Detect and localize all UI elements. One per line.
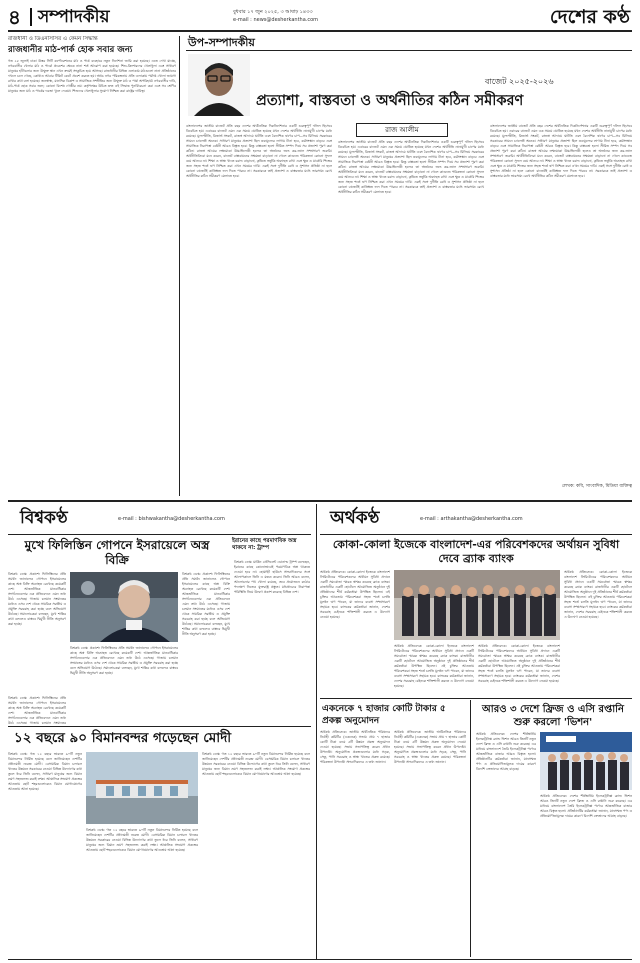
economy-story1-headline: কোকা-কোলা ইজেকে বাংলাদেশ-এর পরিবেশকদের অর্থায়ন সুবিধা দেবে ব্র্যাক ব্যাংক [332, 538, 620, 565]
economy-story3-body-1: অর্থকণ্ঠ প্রতিবেদক: দেশের শীর্ষস্থানীয় ইলেকট্রনিক্স ব্র্যান্ড ভিশন আরও তিনটি নতুন দেশে ফ্রিজ ও এসি রপ্তানি শুরু করেছে। এর মাধ্যমে বাংলাদেশে তৈরি ইলেকট্রনিক্স পণ্যের আন্তর্জাতিক বাজার আরও বিস্তৃত হলো। প্রতিষ্ঠানটির কর্মকর্তারা জানান, মানসম্মত পণ্য ও প্রতিযোগিতামূলক দামের কারণে বিদেশি ক্রেতাদের আগ্রহ বাড়ছে। [476, 732, 536, 771]
author-name: রাজ আলীম [385, 126, 419, 134]
oped-col-1 [186, 124, 332, 494]
world-story2-photo [86, 752, 198, 824]
editorial-kicker: রাজধানী ও ডিএনসিসির এ কেমন সিদ্ধান্ত [8, 36, 98, 42]
header-rule [8, 30, 632, 32]
page-number: ৪ [8, 5, 21, 29]
world-head-rule [8, 534, 311, 535]
oped-author-note: লেখক: কবি, সাংবাদিক, মিডিয়া ব্যক্তিত্ব [561, 484, 632, 489]
world-side-col [234, 560, 310, 720]
oped-label-rule [186, 50, 632, 51]
economy-story1-col3 [478, 644, 560, 694]
world-story2-body-3: বিশ্বকণ্ঠ ডেস্ক: গত ১২ বছরে ভারতে ৯০টি নতুন বিমানবন্দর নির্মিত হয়েছে বলে জানিয়েছেন দেশটির প্রধানমন্ত্রী নরেন্দ্র মোদী। বেসামরিক বিমান চলাচল খাতের উন্নয়নে সরকারের নেওয়া বিভিন্ন উদ্যোগের কথা তুলে ধরে তিনি বলেন, সাধারণ মানুষের জন্য বিমান ভ্রমণ সহজলভ্য করাই লক্ষ্য। আঞ্চলিক সংযোগ প্রকল্পের আওতায় ছোট শহরগুলোকেও বিমান যোগাযোগের আওতায় আনা হয়েছে। [202, 752, 310, 776]
issue-date: বুধবার ১৭ জুন ২০২৫, ৩ আষাঢ় ১৪৩৩ [233, 9, 313, 15]
world-story2-col2 [86, 828, 198, 957]
oped-label: উপ-সম্পাদকীয় [188, 36, 255, 49]
world-email[interactable]: e-mail : bishwakantha@desherkantha.com [118, 516, 225, 522]
world-story2-body-1: বিশ্বকণ্ঠ ডেস্ক: গত ১২ বছরে ভারতে ৯০টি নতুন বিমানবন্দর নির্মিত হয়েছে বলে জানিয়েছেন দেশটির প্রধানমন্ত্রী নরেন্দ্র মোদী। বেসামরিক বিমান চলাচল খাতের উন্নয়নে সরকারের নেওয়া বিভিন্ন উদ্যোগের কথা তুলে ধরে তিনি বলেন, সাধারণ মানুষের জন্য বিমান ভ্রমণ সহজলভ্য করাই লক্ষ্য। আঞ্চলিক সংযোগ প্রকল্পের আওতায় ছোট শহরগুলোকেও বিমান যোগাযোগের আওতায় আনা হয়েছে। [8, 752, 82, 791]
oped-body-3: বাংলাদেশের জাতীয় বাজেট প্রতি বছর দেশের অর্থনৈতিক দিকনির্দেশনার একটি গুরুত্বপূর্ণ দলিল হিসেবে বিবেচিত হয়। এবারের বাজেট এমন এক সময়ে ঘোষিত হয়েছে যখন দেশের অর্থনীতি নানামুখী চাপের মধ্যে রয়েছে। মূল্যস্ফীতি, রিজার্ভ সংকট, রাজস্ব আদায়ে ঘাটতি এবং বৈদেশিক ঋণের চাপ—সব মিলিয়ে সরকারের সামনে চ্যালেঞ্জ অনেক। সাধারণ মানুষের প্রত্যাশা ছিল দ্রব্যমূল্যের লাগাম টানা হবে, কর্মসংস্থান বাড়বে এবং সামাজিক নিরাপত্তা বেষ্টনী আরও বিস্তৃত হবে। কিন্তু বাস্তবতা হলো সীমিত সম্পদ দিয়ে সব প্রত্যাশা পূরণ করা কঠিন। রাজস্ব আয়ের লক্ষ্যমাত্রা উচ্চাভিলাষী হলেও তা অর্জনের জন্য কর-জাল সম্প্রসারণ জরুরি। অর্থনীতিবিদরা মনে করেন, বাজেট বাস্তবায়নের সক্ষমতা বাড়ানো না গেলে কাগুজে পরিকল্পনা কোনো সুফল বয়ে আনবে না। শিক্ষা ও স্বাস্থ্য খাতে বরাদ্দ বাড়ানো, কৃষিতে ভর্তুকি অব্যাহত রাখা এবং ক্ষুদ্র ও মাঝারি শিল্পের জন্য সহজ শর্তে ঋণ নিশ্চিত করা এখন সময়ের দাবি। একই সঙ্গে দুর্নীতি রোধ ও সুশাসন প্রতিষ্ঠা না হলে কোনো বাজেটই কাঙ্ক্ষিত ফল দিতে পারবে না। সরকারকে তাই প্রত্যাশা ও বাস্তবতার মধ্যে ভারসাম্য রেখে অর্থনীতির কঠিন সমীকরণ মেলাতে হবে। [490, 124, 632, 178]
world-story-divider [8, 726, 311, 727]
economy-story2-body-1: অর্থকণ্ঠ প্রতিবেদক: জাতীয় অর্থনৈতিক পরিষদের নির্বাহী কমিটির (একনেক) সভায় প্রায় ৭ হাজার কোটি টাকা ব্যয়ে ৫টি উন্নয়ন প্রকল্প অনুমোদন দেওয়া হয়েছে। সভায় সভাপতিত্ব করেন প্রধান উপদেষ্টা। অনুমোদিত প্রকল্পগুলোর মধ্যে সড়ক, সেতু, পানি সরবরাহ ও স্বাস্থ্য খাতের প্রকল্প রয়েছে। পরিকল্পনা উপদেষ্টা সাংবাদিকদের এ তথ্য জানান। [320, 730, 390, 764]
editorial-body: গত ২৫ জুলাই ঢাকা উত্তর সিটি কর্পোরেশনের মাঠ ও পার্ক ব্যবহারে নতুন নির্দেশনা জারি করা হয়েছে। এতে দেখা যাচ্ছে, নগরবাসীর খেলার মাঠ ও পার্কে প্রবেশের ক্ষেত্রে নানা শর্ত আরোপ করা হয়েছে। শিশু-কিশোরদের খেলাধুলা এবং সাধারণ মানুষের হাঁটাচলার জন্য উন্মুক্ত স্থান এখন ক্রমেই সংকুচিত হয়ে আসছে। রাজধানীর বিভিন্ন এলাকায় মাঠগুলো নানা প্রতিষ্ঠানের দখলে চলে গেছে, কোথাও আবার টিকিট কেটে প্রবেশ করতে হয়। অথচ নগর পরিকল্পনায় প্রতি এলাকায় পর্যাপ্ত খোলা জায়গা রাখার কথা বলা হয়েছে। জনস্বাস্থ্য, মানসিক বিকাশ ও সামাজিক সম্প্রীতির জন্য উন্মুক্ত মাঠ ও পার্ক অপরিহার্য। নগরবাসীর দাবি, মাঠ-পার্ক হোক সবার জন্য; কোনো বিশেষ গোষ্ঠীর নয়। কর্তৃপক্ষের উচিত দ্রুত এই সিদ্ধান্ত পুনর্বিবেচনা করা এবং সব শ্রেণির মানুষের জন্য মাঠ ও পার্কের দরজা খুলে দেওয়া। শিশুদের খেলাধুলার সুযোগ নিশ্চিত করা রাষ্ট্রের দায়িত্ব। [8, 59, 176, 93]
economy-story2-body-2: অর্থকণ্ঠ প্রতিবেদক: জাতীয় অর্থনৈতিক পরিষদের নির্বাহী কমিটির (একনেক) সভায় প্রায় ৭ হাজার কোটি টাকা ব্যয়ে ৫টি উন্নয়ন প্রকল্প অনুমোদন দেওয়া হয়েছে। সভায় সভাপতিত্ব করেন প্রধান উপদেষ্টা। অনুমোদিত প্রকল্পগুলোর মধ্যে সড়ক, সেতু, পানি সরবরাহ ও স্বাস্থ্য খাতের প্রকল্প রয়েছে। পরিকল্পনা উপদেষ্টা সাংবাদিকদের এ তথ্য জানান। [394, 730, 466, 764]
economy-story1-col1 [320, 570, 390, 694]
editorial [8, 36, 176, 496]
world-story1-col [8, 572, 66, 692]
world-story1-col3 [182, 572, 230, 717]
economy-story2-headline: একনেকে ৭ হাজার কোটি টাকার ৫ প্রকল্প অনুমোদন [322, 704, 446, 726]
economy-story2-col2 [394, 730, 466, 957]
oped-headline: প্রত্যাশা, বাস্তবতা ও অর্থনীতির কঠিন সমীকরণ [256, 93, 524, 109]
header-vertical-rule [30, 8, 32, 26]
economy-story1-body-1: অর্থকণ্ঠ প্রতিবেদক: কোকা-কোলা ইজেকে বাংলাদেশ লিমিটেডের পরিবেশকদের অর্থায়ন সুবিধা প্রদানে একটি সমঝোতা স্মারক স্বাক্ষর করেছে ব্র্যাক ব্যাংক। রাজধানীর একটি হোটেলে আয়োজিত অনুষ্ঠানে দুই প্রতিষ্ঠানের শীর্ষ কর্মকর্তারা উপস্থিত ছিলেন। এই চুক্তির আওতায় পরিবেশকরা সহজ শর্তে চলতি মূলধন ঋণ পাবেন, যা তাদের ব্যবসা সম্প্রসারণে সহায়ক হবে। ব্যাংকের কর্মকর্তারা জানান, দেশের সরবরাহ চেইনকে শক্তিশালী করতে এ উদ্যোগ নেওয়া হয়েছে। [320, 570, 390, 619]
economy-story1-photo [394, 570, 560, 640]
world-story1-headline: মুখে ফিলিস্তিন গোপনে ইসরায়েলে অস্ত্র বিক্রি [24, 538, 210, 567]
economy-story3-col1 [476, 732, 536, 957]
world-side-body: বিশ্বকণ্ঠ ডেস্ক: মার্কিন প্রেসিডেন্ট ডোনাল্ড ট্রাম্প বলেছেন, ইরানের কাছে কোনোভাবেই পরমাণবিক অস্ত্র থাকতে দেওয়া হবে না। হোয়াইট হাউসে সাংবাদিকদের সঙ্গে আলাপকালে তিনি এ মন্তব্য করেন। তিনি আরও বলেন, আলোচনার পথ খোলা রয়েছে, তবে প্রয়োজনে কঠোর পদক্ষেপ নিতেও যুক্তরাষ্ট্র প্রস্তুত। মধ্যপ্রাচ্যের নিরাপত্তা পরিস্থিতি নিয়ে উদ্বেগ প্রকাশ করেছে বিভিন্ন দেশ। [234, 560, 310, 594]
economy-email[interactable]: e-mail : arthakantha@desherkantha.com [420, 516, 523, 522]
author-box [356, 123, 448, 137]
economy-rule-2 [320, 698, 632, 699]
economy-inner-divider [470, 700, 471, 957]
budget-tag: বাজেট ২০২৫-২০২৬ [485, 77, 554, 86]
oped-col-3 [490, 124, 632, 480]
world-story2-body-2: বিশ্বকণ্ঠ ডেস্ক: গত ১২ বছরে ভারতে ৯০টি নতুন বিমানবন্দর নির্মিত হয়েছে বলে জানিয়েছেন দেশটির প্রধানমন্ত্রী নরেন্দ্র মোদী। বেসামরিক বিমান চলাচল খাতের উন্নয়নে সরকারের নেওয়া বিভিন্ন উদ্যোগের কথা তুলে ধরে তিনি বলেন, সাধারণ মানুষের জন্য বিমান ভ্রমণ সহজলভ্য করাই লক্ষ্য। আঞ্চলিক সংযোগ প্রকল্পের আওতায় ছোট শহরগুলোকেও বিমান যোগাযোগের আওতায় আনা হয়েছে। [86, 828, 198, 852]
economy-story1-col2 [394, 644, 474, 694]
world-side-kicker: ইরানের কাছে পরমাণবিক অস্ত্র থাকবে না: ট্রাম্প [232, 538, 297, 551]
economy-story3-col2 [540, 794, 632, 957]
world-story1-body-2: বিশ্বকণ্ঠ ডেস্ক: প্রকাশ্যে ফিলিস্তিনের প্রতি সমর্থন জানালেও গোপনে ইসরায়েলের কাছে অস্ত্র বিক্রি অব্যাহত রেখেছে কয়েকটি দেশ। আন্তর্জাতিক মানবাধিকার সংগঠনগুলোর এক প্রতিবেদনে এমন তথ্য উঠে এসেছে। গাজায় চলমান সংঘাতের মধ্যেও এসব দেশ থেকে সামরিক সরঞ্জাম ও প্রযুক্তি সরবরাহ করা হচ্ছে বলে অভিযোগ উঠেছে। সমালোচকরা বলছেন, মুখে শান্তির কথা বললেও বাস্তবে দ্বিমুখী নীতি অনুসরণ করা হচ্ছে। [70, 646, 178, 675]
economy-story1-body-4: অর্থকণ্ঠ প্রতিবেদক: কোকা-কোলা ইজেকে বাংলাদেশ লিমিটেডের পরিবেশকদের অর্থায়ন সুবিধা প্রদানে একটি সমঝোতা স্মারক স্বাক্ষর করেছে ব্র্যাক ব্যাংক। রাজধানীর একটি হোটেলে আয়োজিত অনুষ্ঠানে দুই প্রতিষ্ঠানের শীর্ষ কর্মকর্তারা উপস্থিত ছিলেন। এই চুক্তির আওতায় পরিবেশকরা সহজ শর্তে চলতি মূলধন ঋণ পাবেন, যা তাদের ব্যবসা সম্প্রসারণে সহায়ক হবে। ব্যাংকের কর্মকর্তারা জানান, দেশের সরবরাহ চেইনকে শক্তিশালী করতে এ উদ্যোগ নেওয়া হয়েছে। [564, 570, 632, 619]
world-section-title: বিশ্বকণ্ঠ [20, 508, 68, 528]
world-story1-body: বিশ্বকণ্ঠ ডেস্ক: প্রকাশ্যে ফিলিস্তিনের প্রতি সমর্থন জানালেও গোপনে ইসরায়েলের কাছে অস্ত্র বিক্রি অব্যাহত রেখেছে কয়েকটি দেশ। আন্তর্জাতিক মানবাধিকার সংগঠনগুলোর এক প্রতিবেদনে এমন তথ্য উঠে এসেছে। গাজায় চলমান সংঘাতের মধ্যেও এসব দেশ থেকে সামরিক সরঞ্জাম ও প্রযুক্তি সরবরাহ করা হচ্ছে বলে অভিযোগ উঠেছে। সমালোচকরা বলছেন, মুখে শান্তির কথা বললেও বাস্তবে দ্বিমুখী নীতি অনুসরণ করা হচ্ছে। [8, 572, 66, 626]
economy-head-rule [320, 534, 632, 535]
oped-col-2 [338, 140, 484, 494]
page-bottom-rule [8, 959, 632, 960]
header-email[interactable]: e-mail : news@desherkantha.com [233, 17, 319, 23]
author-portrait [188, 54, 250, 116]
world-story2-col3 [202, 752, 310, 957]
masthead: দেশের কণ্ঠ [549, 6, 630, 28]
economy-story3-body-2: অর্থকণ্ঠ প্রতিবেদক: দেশের শীর্ষস্থানীয় ইলেকট্রনিক্স ব্র্যান্ড ভিশন আরও তিনটি নতুন দেশে ফ্রিজ ও এসি রপ্তানি শুরু করেছে। এর মাধ্যমে বাংলাদেশে তৈরি ইলেকট্রনিক্স পণ্যের আন্তর্জাতিক বাজার আরও বিস্তৃত হলো। প্রতিষ্ঠানটির কর্মকর্তারা জানান, মানসম্মত পণ্য ও প্রতিযোগিতামূলক দামের কারণে বিদেশি ক্রেতাদের আগ্রহ বাড়ছে। [540, 794, 632, 818]
world-story2-col1 [8, 752, 82, 957]
editorial-headline: রাজধানীর মাঠ-পার্ক হোক সবার জন্য [8, 45, 133, 55]
mid-rule [8, 500, 632, 502]
world-story1-col2 [70, 646, 178, 716]
economy-story1-body-3: অর্থকণ্ঠ প্রতিবেদক: কোকা-কোলা ইজেকে বাংলাদেশ লিমিটেডের পরিবেশকদের অর্থায়ন সুবিধা প্রদানে একটি সমঝোতা স্মারক স্বাক্ষর করেছে ব্র্যাক ব্যাংক। রাজধানীর একটি হোটেলে আয়োজিত অনুষ্ঠানে দুই প্রতিষ্ঠানের শীর্ষ কর্মকর্তারা উপস্থিত ছিলেন। এই চুক্তির আওতায় পরিবেশকরা সহজ শর্তে চলতি মূলধন ঋণ পাবেন, যা তাদের ব্যবসা সম্প্রসারণে সহায়ক হবে। ব্যাংকের কর্মকর্তারা জানান, দেশের সরবরাহ চেইনকে শক্তিশালী করতে এ উদ্যোগ নেওয়া হয়েছে। [478, 644, 560, 683]
oped-body-2: বাংলাদেশের জাতীয় বাজেট প্রতি বছর দেশের অর্থনৈতিক দিকনির্দেশনার একটি গুরুত্বপূর্ণ দলিল হিসেবে বিবেচিত হয়। এবারের বাজেট এমন এক সময়ে ঘোষিত হয়েছে যখন দেশের অর্থনীতি নানামুখী চাপের মধ্যে রয়েছে। মূল্যস্ফীতি, রিজার্ভ সংকট, রাজস্ব আদায়ে ঘাটতি এবং বৈদেশিক ঋণের চাপ—সব মিলিয়ে সরকারের সামনে চ্যালেঞ্জ অনেক। সাধারণ মানুষের প্রত্যাশা ছিল দ্রব্যমূল্যের লাগাম টানা হবে, কর্মসংস্থান বাড়বে এবং সামাজিক নিরাপত্তা বেষ্টনী আরও বিস্তৃত হবে। কিন্তু বাস্তবতা হলো সীমিত সম্পদ দিয়ে সব প্রত্যাশা পূরণ করা কঠিন। রাজস্ব আয়ের লক্ষ্যমাত্রা উচ্চাভিলাষী হলেও তা অর্জনের জন্য কর-জাল সম্প্রসারণ জরুরি। অর্থনীতিবিদরা মনে করেন, বাজেট বাস্তবায়নের সক্ষমতা বাড়ানো না গেলে কাগুজে পরিকল্পনা কোনো সুফল বয়ে আনবে না। শিক্ষা ও স্বাস্থ্য খাতে বরাদ্দ বাড়ানো, কৃষিতে ভর্তুকি অব্যাহত রাখা এবং ক্ষুদ্র ও মাঝারি শিল্পের জন্য সহজ শর্তে ঋণ নিশ্চিত করা এখন সময়ের দাবি। একই সঙ্গে দুর্নীতি রোধ ও সুশাসন প্রতিষ্ঠা না হলে কোনো বাজেটই কাঙ্ক্ষিত ফল দিতে পারবে না। সরকারকে তাই প্রত্যাশা ও বাস্তবতার মধ্যে ভারসাম্য রেখে অর্থনীতির কঠিন সমীকরণ মেলাতে হবে। [338, 140, 484, 194]
economy-story3-photo [540, 732, 632, 790]
world-story2-headline: ১২ বছরে ৯০ বিমানবন্দর গড়েছেন মোদী [14, 730, 232, 746]
world-story1-tail [8, 696, 66, 724]
economy-story1-body-2: অর্থকণ্ঠ প্রতিবেদক: কোকা-কোলা ইজেকে বাংলাদেশ লিমিটেডের পরিবেশকদের অর্থায়ন সুবিধা প্রদানে একটি সমঝোতা স্মারক স্বাক্ষর করেছে ব্র্যাক ব্যাংক। রাজধানীর একটি হোটেলে আয়োজিত অনুষ্ঠানে দুই প্রতিষ্ঠানের শীর্ষ কর্মকর্তারা উপস্থিত ছিলেন। এই চুক্তির আওতায় পরিবেশকরা সহজ শর্তে চলতি মূলধন ঋণ পাবেন, যা তাদের ব্যবসা সম্প্রসারণে সহায়ক হবে। ব্যাংকের কর্মকর্তারা জানান, দেশের সরবরাহ চেইনকে শক্তিশালী করতে এ উদ্যোগ নেওয়া হয়েছে। [394, 644, 474, 688]
oped-body-1: বাংলাদেশের জাতীয় বাজেট প্রতি বছর দেশের অর্থনৈতিক দিকনির্দেশনার একটি গুরুত্বপূর্ণ দলিল হিসেবে বিবেচিত হয়। এবারের বাজেট এমন এক সময়ে ঘোষিত হয়েছে যখন দেশের অর্থনীতি নানামুখী চাপের মধ্যে রয়েছে। মূল্যস্ফীতি, রিজার্ভ সংকট, রাজস্ব আদায়ে ঘাটতি এবং বৈদেশিক ঋণের চাপ—সব মিলিয়ে সরকারের সামনে চ্যালেঞ্জ অনেক। সাধারণ মানুষের প্রত্যাশা ছিল দ্রব্যমূল্যের লাগাম টানা হবে, কর্মসংস্থান বাড়বে এবং সামাজিক নিরাপত্তা বেষ্টনী আরও বিস্তৃত হবে। কিন্তু বাস্তবতা হলো সীমিত সম্পদ দিয়ে সব প্রত্যাশা পূরণ করা কঠিন। রাজস্ব আয়ের লক্ষ্যমাত্রা উচ্চাভিলাষী হলেও তা অর্জনের জন্য কর-জাল সম্প্রসারণ জরুরি। অর্থনীতিবিদরা মনে করেন, বাজেট বাস্তবায়নের সক্ষমতা বাড়ানো না গেলে কাগুজে পরিকল্পনা কোনো সুফল বয়ে আনবে না। শিক্ষা ও স্বাস্থ্য খাতে বরাদ্দ বাড়ানো, কৃষিতে ভর্তুকি অব্যাহত রাখা এবং ক্ষুদ্র ও মাঝারি শিল্পের জন্য সহজ শর্তে ঋণ নিশ্চিত করা এখন সময়ের দাবি। একই সঙ্গে দুর্নীতি রোধ ও সুশাসন প্রতিষ্ঠা না হলে কোনো বাজেটই কাঙ্ক্ষিত ফল দিতে পারবে না। সরকারকে তাই প্রত্যাশা ও বাস্তবতার মধ্যে ভারসাম্য রেখে অর্থনীতির কঠিন সমীকরণ মেলাতে হবে। [186, 124, 332, 178]
economy-story2-col1 [320, 730, 390, 957]
section-divider [316, 504, 317, 959]
page-header [8, 6, 632, 30]
world-story1-photo [70, 572, 178, 642]
economy-story3-headline: আরও ৩ দেশে ফ্রিজ ও এসি রপ্তানি শুরু করলো 'ভিশন' [482, 704, 624, 728]
economy-story1-col4 [564, 570, 632, 694]
editorial-divider [179, 36, 180, 496]
world-story1-body-3: বিশ্বকণ্ঠ ডেস্ক: প্রকাশ্যে ফিলিস্তিনের প্রতি সমর্থন জানালেও গোপনে ইসরায়েলের কাছে অস্ত্র বিক্রি অব্যাহত রেখেছে কয়েকটি দেশ। আন্তর্জাতিক মানবাধিকার সংগঠনগুলোর এক প্রতিবেদনে এমন তথ্য উঠে এসেছে। গাজায় চলমান সংঘাতের মধ্যেও এসব দেশ থেকে সামরিক সরঞ্জাম ও প্রযুক্তি সরবরাহ করা হচ্ছে বলে অভিযোগ উঠেছে। সমালোচকরা বলছেন, মুখে শান্তির কথা বললেও বাস্তবে দ্বিমুখী নীতি অনুসরণ করা হচ্ছে। [182, 572, 230, 636]
world-story1-body-4: বিশ্বকণ্ঠ ডেস্ক: প্রকাশ্যে ফিলিস্তিনের প্রতি সমর্থন জানালেও গোপনে ইসরায়েলের কাছে অস্ত্র বিক্রি অব্যাহত রেখেছে কয়েকটি দেশ। আন্তর্জাতিক মানবাধিকার সংগঠনগুলোর এক প্রতিবেদনে এমন তথ্য উঠে এসেছে। গাজায় চলমান সংঘাতের [8, 696, 66, 724]
section-title: সম্পাদকীয় [38, 7, 110, 27]
economy-section-title: অর্থকণ্ঠ [330, 508, 380, 528]
